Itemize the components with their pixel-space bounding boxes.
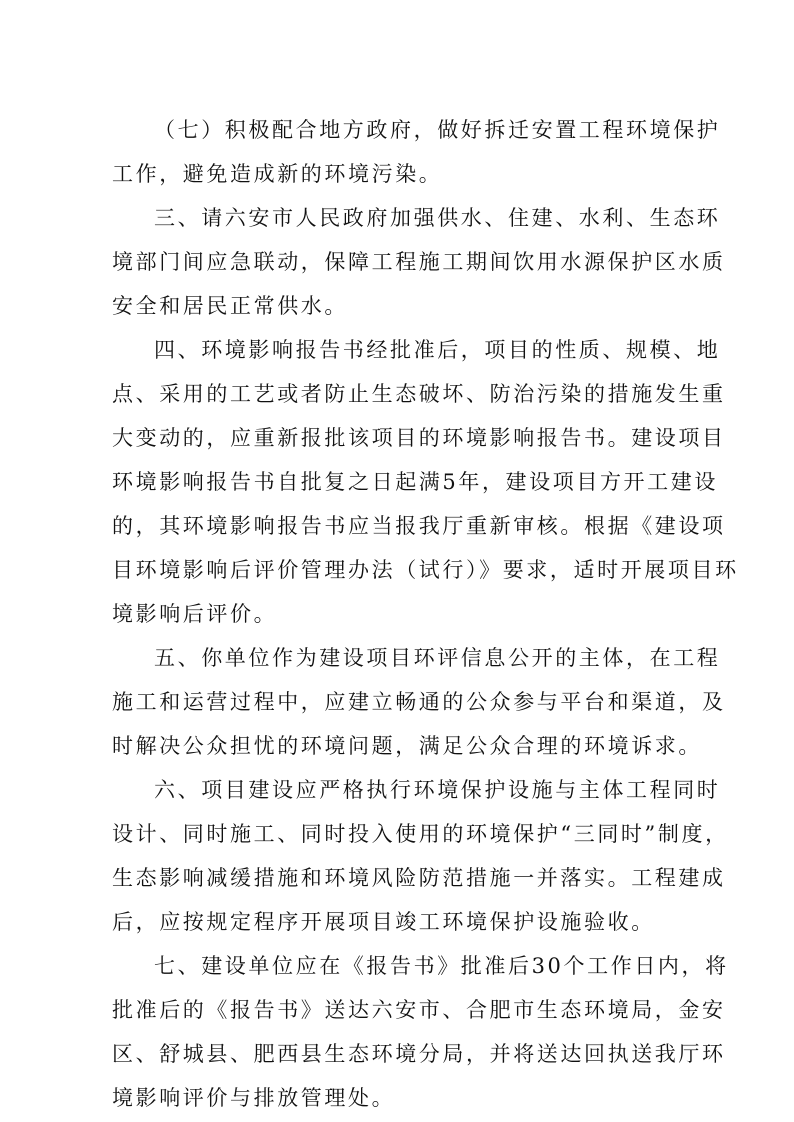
paragraph-line: 的，其环境影响报告书应当报我厅重新审核。根据《建设项 [112,514,726,538]
paragraph-line: 大变动的，应重新报批该项目的环境影响报告书。建设项目 [112,426,726,450]
paragraph-line: 四、环境影响报告书经批准后，项目的性质、规模、地 [154,338,721,362]
paragraph-line: 施工和运营过程中，应建立畅通的公众参与平台和渠道，及 [112,690,726,714]
paragraph-line: 时解决公众担忧的环境问题，满足公众合理的环境诉求。 [112,734,702,758]
paragraph-line: 境部门间应急联动，保障工程施工期间饮用水源保护区水质 [112,250,726,274]
paragraph-line: 七、建设单位应在《报告书》批准后30个工作日内，将 [154,954,729,978]
paragraph-line: 工作，避免造成新的环境污染。 [112,162,443,186]
paragraph-line: 环境影响报告书自批复之日起满5年，建设项目方开工建设 [112,470,718,494]
paragraph-line: 境影响评价与排放管理处。 [112,1086,396,1110]
paragraph-line: 生态影响减缓措施和环境风险防范措施一并落实。工程建成 [112,866,726,890]
paragraph-line: （七）积极配合地方政府，做好拆迁安置工程环境保护 [154,118,721,142]
paragraph-line: 六、项目建设应严格执行环境保护设施与主体工程同时 [154,778,721,802]
paragraph-line: 设计、同时施工、同时投入使用的环境保护“三同时”制度， [112,822,729,846]
paragraph-line: 三、请六安市人民政府加强供水、住建、水利、生态环 [154,206,721,230]
paragraph-line: 后，应按规定程序开展项目竣工环境保护设施验收。 [112,910,655,934]
paragraph-line: 境影响后评价。 [112,602,278,626]
paragraph-line: 区、舒城县、肥西县生态环境分局，并将送达回执送我厅环 [112,1042,726,1066]
paragraph-line: 安全和居民正常供水。 [112,294,348,318]
paragraph-line: 目环境影响后评价管理办法（试行）》要求，适时开展项目环 [112,558,739,582]
paragraph-line: 点、采用的工艺或者防止生态破坏、防治污染的措施发生重 [112,382,726,406]
paragraph-line: 五、你单位作为建设项目环评信息公开的主体，在工程 [154,646,721,670]
paragraph-line: 批准后的《报告书》送达六安市、合肥市生态环境局，金安 [112,998,726,1022]
